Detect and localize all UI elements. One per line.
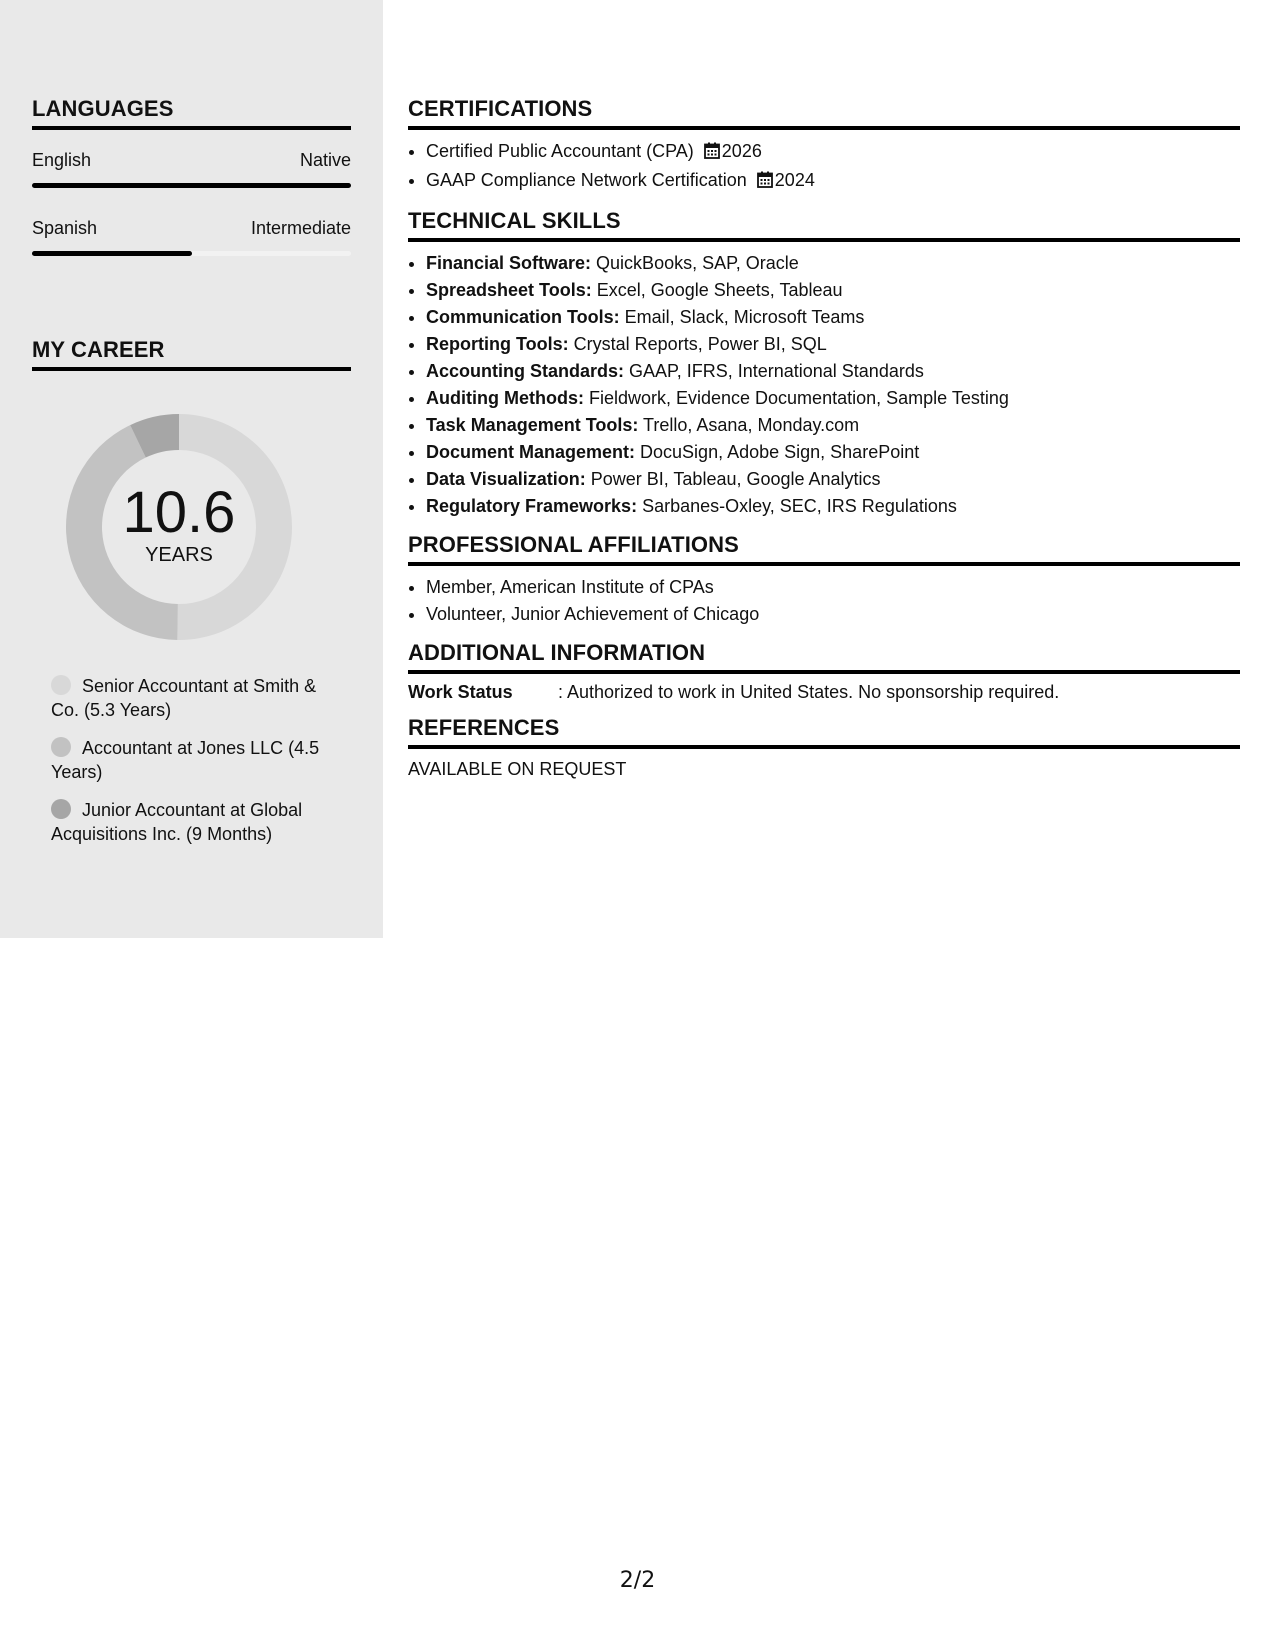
affiliations-section bbox=[408, 532, 1240, 628]
skill-label: Spreadsheet Tools: bbox=[426, 280, 592, 300]
skill-value: Email, Slack, Microsoft Teams bbox=[619, 307, 865, 327]
certification-item bbox=[426, 138, 1240, 167]
certification-item bbox=[426, 167, 1240, 196]
skill-item bbox=[426, 439, 1240, 466]
additional-info-title: ADDITIONAL INFORMATION bbox=[408, 640, 1240, 674]
skill-value: Crystal Reports, Power BI, SQL bbox=[568, 334, 827, 354]
skill-item bbox=[426, 250, 1240, 277]
language-level: Intermediate bbox=[250, 218, 351, 238]
career-title: MY CAREER bbox=[32, 337, 351, 371]
references-section bbox=[408, 715, 1240, 780]
career-unit: YEARS bbox=[145, 543, 213, 566]
language-row bbox=[32, 218, 351, 239]
affiliation-item: • Member, American Institute of CPAs bbox=[426, 574, 1240, 601]
skill-label: Financial Software: bbox=[426, 253, 592, 273]
skill-value: Power BI, Tableau, Google Analytics bbox=[585, 469, 881, 489]
language-proficiency-bar bbox=[32, 251, 351, 256]
skill-value: Trello, Asana, Monday.com bbox=[638, 415, 860, 435]
references-text: AVAILABLE ON REQUEST bbox=[408, 759, 627, 779]
sidebar bbox=[0, 0, 383, 938]
language-proficiency-bar bbox=[32, 183, 351, 188]
language-level: Native bbox=[299, 150, 351, 170]
languages-list bbox=[32, 150, 351, 256]
work-status-value: : Authorized to work in United States. No sponsorship required. bbox=[558, 682, 1060, 702]
career-donut-chart bbox=[66, 414, 292, 640]
skill-item bbox=[426, 385, 1240, 412]
skill-item bbox=[426, 304, 1240, 331]
certification-year: 2024 bbox=[774, 170, 815, 190]
certification-name: Certified Public Accountant (CPA) bbox=[426, 141, 694, 161]
language-name: English bbox=[32, 150, 92, 170]
skill-item bbox=[426, 358, 1240, 385]
skill-label: Auditing Methods: bbox=[426, 388, 584, 408]
career-total-years: 10.6 bbox=[122, 479, 236, 545]
career-legend-label: Senior Accountant at Smith & Co. (5.3 Years) bbox=[51, 676, 317, 720]
skill-item bbox=[426, 412, 1240, 439]
legend-dot-icon bbox=[51, 799, 71, 819]
skill-label: Accounting Standards: bbox=[426, 361, 625, 381]
skill-item bbox=[426, 277, 1240, 304]
skill-item bbox=[426, 331, 1240, 358]
career-legend-item bbox=[51, 674, 331, 722]
affiliations-title: PROFESSIONAL AFFILIATIONS bbox=[408, 532, 1240, 566]
skill-value: Excel, Google Sheets, Tableau bbox=[591, 280, 843, 300]
language-proficiency-fill bbox=[32, 251, 192, 256]
calendar-icon bbox=[704, 140, 720, 167]
language-name: Spanish bbox=[32, 218, 98, 238]
legend-dot-icon bbox=[51, 737, 71, 757]
calendar-icon bbox=[757, 169, 773, 196]
skill-value: Fieldwork, Evidence Documentation, Sample Testing bbox=[583, 388, 1009, 408]
languages-title: LANGUAGES bbox=[32, 96, 351, 130]
page-number: 2/2 bbox=[619, 1568, 656, 1593]
career-legend-item bbox=[51, 736, 331, 784]
additional-info-section bbox=[408, 640, 1240, 703]
certifications-section bbox=[408, 96, 1240, 196]
skill-value: GAAP, IFRS, International Standards bbox=[624, 361, 924, 381]
affiliations-list bbox=[408, 574, 1240, 628]
certification-year: 2026 bbox=[721, 141, 762, 161]
skill-value: QuickBooks, SAP, Oracle bbox=[591, 253, 799, 273]
legend-dot-icon bbox=[51, 675, 71, 695]
certifications-list bbox=[408, 138, 1240, 196]
technical-skills-list bbox=[408, 250, 1240, 520]
language-proficiency-fill bbox=[32, 183, 351, 188]
skill-item bbox=[426, 493, 1240, 520]
career-legend-label: Accountant at Jones LLC (4.5 Years) bbox=[51, 738, 320, 782]
skill-item bbox=[426, 466, 1240, 493]
skill-label: Reporting Tools: bbox=[426, 334, 569, 354]
donut-center bbox=[66, 414, 292, 640]
languages-section bbox=[32, 96, 351, 256]
skill-label: Task Management Tools: bbox=[426, 415, 639, 435]
skill-value: DocuSign, Adobe Sign, SharePoint bbox=[635, 442, 920, 462]
career-legend-item bbox=[51, 798, 331, 846]
work-status-row bbox=[408, 682, 1240, 703]
skill-label: Document Management: bbox=[426, 442, 636, 462]
certifications-title: CERTIFICATIONS bbox=[408, 96, 1240, 130]
skill-label: Data Visualization: bbox=[426, 469, 586, 489]
career-section bbox=[32, 337, 351, 371]
main-content bbox=[408, 0, 1240, 792]
career-legend-label: Junior Accountant at Global Acquisitions Inc. (9 Months) bbox=[51, 800, 303, 844]
skill-label: Regulatory Frameworks: bbox=[426, 496, 638, 516]
work-status-label: Work Status bbox=[408, 682, 513, 702]
technical-skills-section bbox=[408, 208, 1240, 520]
skill-value: Sarbanes-Oxley, SEC, IRS Regulations bbox=[637, 496, 957, 516]
certification-name: GAAP Compliance Network Certification bbox=[426, 170, 747, 190]
technical-skills-title: TECHNICAL SKILLS bbox=[408, 208, 1240, 242]
affiliation-item: • Volunteer, Junior Achievement of Chicago bbox=[426, 601, 1240, 628]
skill-label: Communication Tools: bbox=[426, 307, 620, 327]
career-legend bbox=[51, 674, 331, 860]
language-row bbox=[32, 150, 351, 171]
references-title: REFERENCES bbox=[408, 715, 1240, 749]
